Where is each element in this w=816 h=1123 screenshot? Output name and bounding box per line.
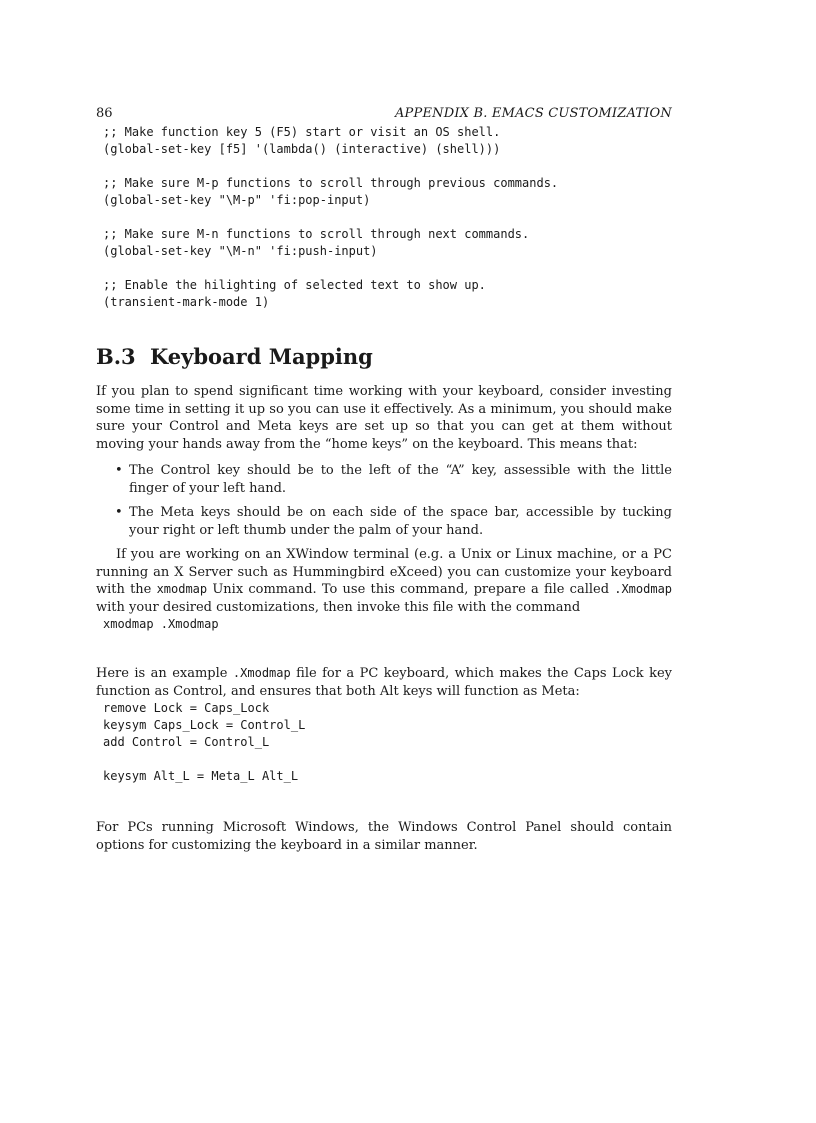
inline-code: .Xmodmap xyxy=(614,582,673,596)
list-item: • The Meta keys should be on each side of the space bar, accessible by tucking your right or left thumb under the palm of your hand. xyxy=(115,505,672,538)
emacs-config-code-block xyxy=(96,124,672,311)
section-heading xyxy=(96,344,672,370)
example-paragraph: Here is an example .Xmodmap file for a PC keyboard, which makes the Caps Lock key function as Control, and ensures that both Alt keys will function as Meta: xyxy=(96,666,672,699)
list-item: • The Control key should be to the left of the “A” key, assessible with the little finger of your left hand. xyxy=(115,463,672,496)
chapter-title: APPENDIX B. EMACS CUSTOMIZATION xyxy=(394,106,672,121)
xwindow-paragraph: If you are working on an XWindow terminal (e.g. a Unix or Linux machine, or a PC running an X Server such as Hummingbird eXceed) you can customize your keyboard with the xmodmap Unix command. To use this command, prepare a file called .Xmodmap with your desired customizations, then invoke this file with the command xyxy=(96,547,673,615)
page xyxy=(96,104,672,854)
running-header xyxy=(96,104,672,124)
code-line: (global-set-key "\M-n" 'fi:push-input) xyxy=(103,244,378,258)
code-line: ;; Make function key 5 (F5) start or visit an OS shell. xyxy=(103,125,501,139)
windows-paragraph: For PCs running Microsoft Windows, the Windows Control Panel should contain options for customizing the keyboard in a similar manner. xyxy=(96,820,672,853)
code-line: add Control = Control_L xyxy=(103,735,270,749)
code-line: (transient-mark-mode 1) xyxy=(103,295,270,309)
code-line: xmodmap .Xmodmap xyxy=(103,617,219,631)
code-line: ;; Enable the hilighting of selected text to show up. xyxy=(103,278,486,292)
section-title: Keyboard Mapping xyxy=(150,344,373,369)
command-code-block xyxy=(96,616,672,633)
code-line: ;; Make sure M-n functions to scroll through next commands. xyxy=(103,227,530,241)
bullet-icon: • xyxy=(115,505,123,520)
page-number: 86 xyxy=(96,106,113,121)
code-line: remove Lock = Caps_Lock xyxy=(103,701,270,715)
section-number: B.3 xyxy=(96,344,136,369)
key-placement-list xyxy=(96,462,672,539)
inline-code: .Xmodmap xyxy=(232,666,291,680)
intro-paragraph: If you plan to spend significant time working with your keyboard, consider investing some time in setting it up so you can use it effectively. As a minimum, you should make sure your Control and Meta keys are set up so that you can get at them without moving your hands away from the “home keys” on the keyboard. This means that: xyxy=(96,384,672,452)
code-line: ;; Make sure M-p functions to scroll through previous commands. xyxy=(103,176,559,190)
code-line: (global-set-key [f5] '(lambda() (interactive) (shell))) xyxy=(103,142,501,156)
bullet-icon: • xyxy=(115,463,123,478)
code-line: keysym Caps_Lock = Control_L xyxy=(103,718,306,732)
code-line: (global-set-key "\M-p" 'fi:pop-input) xyxy=(103,193,371,207)
code-line: keysym Alt_L = Meta_L Alt_L xyxy=(103,769,299,783)
xmodmap-code-block xyxy=(96,700,672,785)
inline-code: xmodmap xyxy=(156,582,208,596)
